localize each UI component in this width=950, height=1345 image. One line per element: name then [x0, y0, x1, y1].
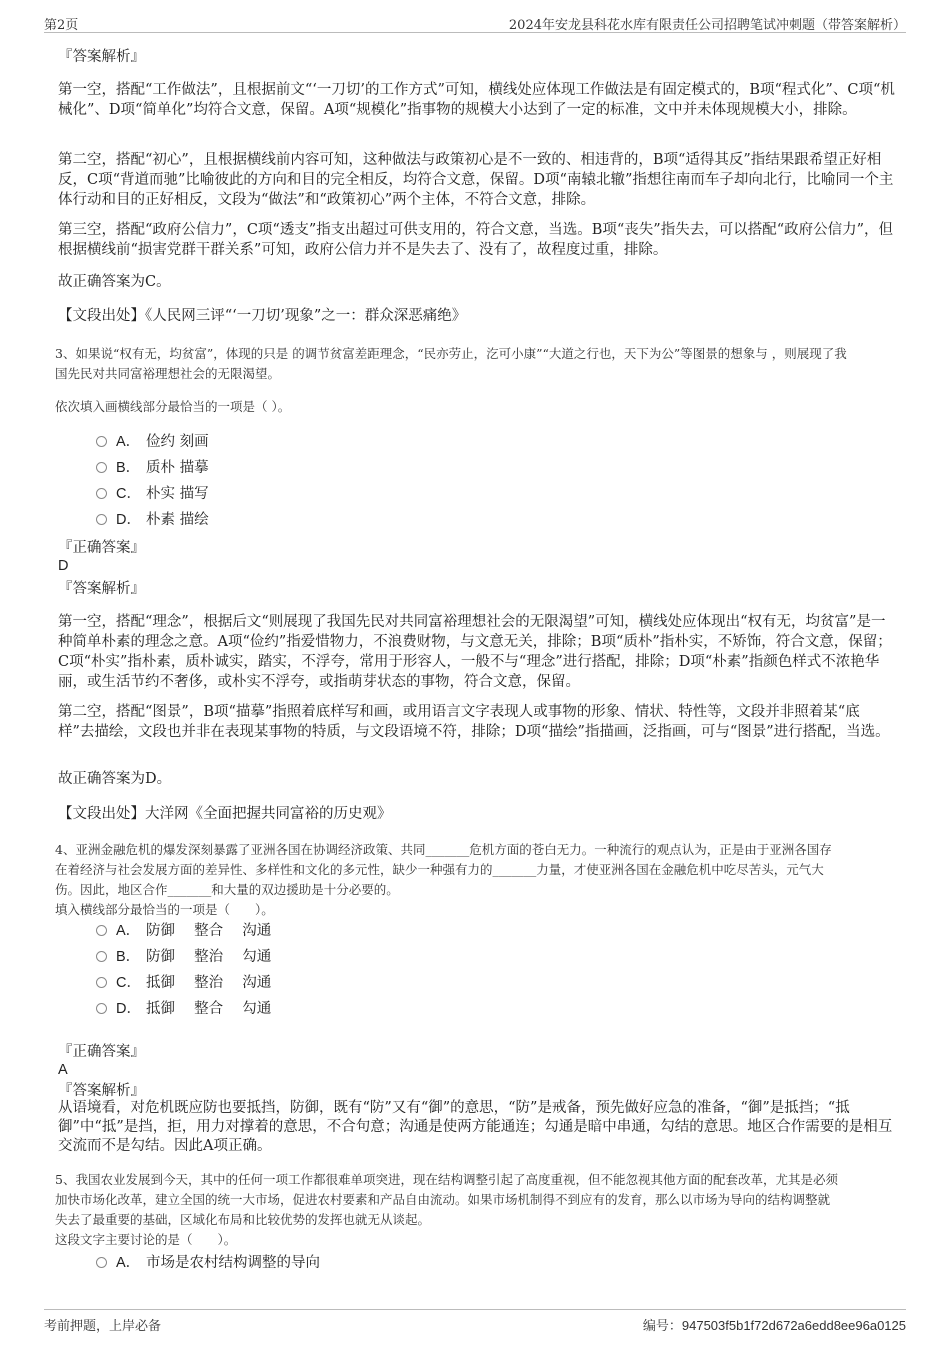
q2-analysis-p1: 第一空，搭配“工作做法”，且根据前文“‘一刀切’的工作方式”可知，横线处应体现工作做法是有固定模式的，B项“程式化”、C项“机械化”、D项“简单化”均符合文意，保留。A项“规模化”指事物的规模大小达到了一定的标准，文中并未体现规模大小，排除。: [58, 82, 895, 118]
radio-icon[interactable]: [96, 1003, 107, 1014]
page-number: 第2页: [44, 18, 79, 33]
q4-analysis-p1: 从语境看，对危机既应防也要抵挡，防御，既有“防”又有“御”的意思，“防”是戒备，预先做好应急的准备，“御”是抵挡；“抵御”中“抵”是挡，拒，用力对撑着的意思，不合句意；沟通是使两方能通连；勾通是暗中串通，勾结的意思。地区合作需要的是相互交流而不是勾结。因此A项正确。: [58, 1100, 893, 1154]
q2-analysis-p3: 第三空，搭配“政府公信力”，C项“透支”指支出超过可供支用的，符合文意，当选。B项“丧失”指失去，可以搭配“政府公信力”，但根据横线前“损害党群干群关系”可知，政府公信力并不是失去了、没有了，故程度过重，排除。: [58, 222, 894, 258]
q4-stem-line3: 伤。因此，地区合作_______和大量的双边援助是十分必要的。: [55, 882, 399, 897]
q3-analysis-p2: 第二空，搭配“图景”，B项“描摹”指照着底样写和画，或用语言文字表现人或事物的形象、情状、特性等，文段并非照着某“底样”去描绘，文段也并非在表现某事物的特质，与文段语境不符，排除；D项“描绘”指描画，泛指画，可与“图景”进行搭配，当选。: [58, 704, 890, 740]
q2-analysis-p2: 第二空，搭配“初心”，且根据横线前内容可知，这种做法与政策初心是不一致的、相违背的，B项“适得其反”指结果跟希望正好相反，C项“背道而驰”比喻彼此的方向和目的完全相反，均符合文意，保留。D项“南辕北辙”指想往南而车子却向北行，比喻同一个主体行动和目的正好相反，文段为“做法”和“政策初心”两个主体，不符合文意，排除。: [58, 152, 894, 208]
q3-analysis-p1: 第一空，搭配“理念”，根据后文“则展现了我国先民对共同富裕理想社会的无限渴望”可知，横线处应体现出“权有无，均贫富”是一种简单朴素的理念之意。A项“俭约”指爱惜物力，不浪费财物，与文意无关，排除；B项“质朴”指朴实，不矫饰，符合文意，保留；C项“朴实”指朴素，质朴诚实，踏实，不浮夸，常用于形容人，一般不与“理念”进行搭配，排除；D项“朴素”指颜色样式不浓艳华丽，或生活节约不奢侈，或朴实不浮夸，或指萌芽状态的事物，符合文意，保留。: [58, 614, 892, 690]
radio-icon[interactable]: [96, 951, 107, 962]
q5-question: 这段文字主要讨论的是（ ）。: [55, 1232, 237, 1247]
q3-conclusion: 故正确答案为D。: [58, 771, 172, 787]
radio-icon[interactable]: [96, 488, 107, 499]
q3-option-c[interactable]: C． 朴实 描写: [96, 484, 209, 504]
q5-stem-line2: 加快市场化改革，建立全国的统一大市场，促进农村要素和产品自由流动。如果市场机制得不到应有的发育，那么以市场为导向的结构调整就: [55, 1192, 831, 1207]
q4-stem-line2: 在着经济与社会发展方面的差异性、多样性和文化的多元性，缺少一种强有力的_______力量，才使亚洲各国在金融危机中吃尽苦头，元气大: [55, 862, 824, 877]
footer-code-label: 编号：: [642, 1319, 682, 1334]
q5-option-a[interactable]: A． 市场是农村结构调整的导向: [96, 1253, 320, 1273]
q4-question: 填入横线部分最恰当的一项是（ ）。: [55, 902, 274, 917]
q3-stem-line2: 国先民对共同富裕理想社会的无限渴望。: [55, 366, 281, 381]
q4-stem-line1: 4、亚洲金融危机的爆发深刻暴露了亚洲各国在协调经济政策、共同_______危机方面的苍白无力。一种流行的观点认为，正是由于亚洲各国存: [55, 842, 832, 857]
q4-option-b[interactable]: B． 防御 整治 勾通: [96, 947, 271, 967]
q3-option-b[interactable]: B． 质朴 描摹: [96, 458, 209, 478]
radio-icon[interactable]: [96, 462, 107, 473]
q4-analysis-label: 『答案解析』: [58, 1083, 145, 1099]
radio-icon[interactable]: [96, 925, 107, 936]
radio-icon[interactable]: [96, 977, 107, 988]
q4-option-a[interactable]: A． 防御 整合 沟通: [96, 921, 271, 941]
q4-answer-label: 『正确答案』: [58, 1044, 145, 1060]
page-footer: [44, 1309, 906, 1336]
q3-answer-label: 『正确答案』: [58, 540, 145, 556]
footer-code: 947503f5b1f72d672a6edd8ee96a0125: [681, 1318, 906, 1333]
q2-analysis-label: 『答案解析』: [58, 49, 145, 65]
page-header: [44, 12, 906, 33]
q3-question: 依次填入画横线部分最恰当的一项是（ ）。: [55, 399, 291, 414]
footer-code-block: [643, 1315, 906, 1334]
q3-analysis-label: 『答案解析』: [58, 581, 145, 597]
q4-answer: A: [58, 1062, 68, 1078]
q5-stem-line3: 失去了最重要的基础，区域化布局和比较优势的发挥也就无从谈起。: [55, 1212, 431, 1227]
q5-stem-line1: 5、我国农业发展到今天，其中的任何一项工作都很难单项突进，现在结构调整引起了高度重视，但不能忽视其他方面的配套改革，尤其是必须: [55, 1172, 838, 1187]
q3-option-d[interactable]: D． 朴素 描绘: [96, 510, 209, 530]
q3-option-a[interactable]: A． 俭约 刻画: [96, 432, 209, 452]
q3-source: 【文段出处】大洋网《全面把握共同富裕的历史观》: [58, 806, 392, 822]
q3-stem-line1: 3、如果说“权有无，均贫富”，体现的只是 的调节贫富差距理念，“民亦劳止，汔可小康”“大道之行也，天下为公”等图景的想象与 ，则展现了我: [55, 346, 847, 361]
radio-icon[interactable]: [96, 436, 107, 447]
radio-icon[interactable]: [96, 514, 107, 525]
q4-option-d[interactable]: D． 抵御 整合 勾通: [96, 999, 271, 1019]
q4-option-c[interactable]: C． 抵御 整治 沟通: [96, 973, 271, 993]
document-title: 2024年安龙县科花水库有限责任公司招聘笔试冲刺题（带答案解析）: [508, 18, 906, 33]
q3-answer: D: [58, 558, 69, 574]
q2-source: 【文段出处】《人民网三评“‘一刀切’现象”之一：群众深恶痛绝》: [58, 308, 467, 324]
footer-slogan: 考前押题，上岸必备: [44, 1319, 162, 1334]
radio-icon[interactable]: [96, 1257, 107, 1268]
q2-conclusion: 故正确答案为C。: [58, 274, 171, 290]
